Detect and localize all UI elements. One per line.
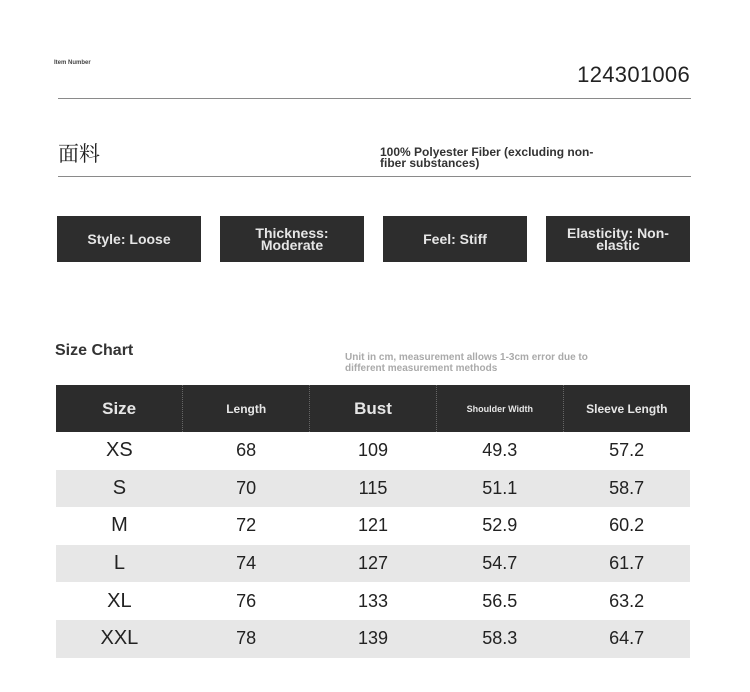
cell-sleeve-length: 64.7 [563,620,690,658]
item-number-label: Item Number [54,60,91,66]
cell-sleeve-length: 63.2 [609,590,645,611]
cell-shoulder-width: 51.1 [436,470,563,508]
cell-length: 76 [236,590,257,611]
attribute-label: Feel: Stiff [423,231,487,247]
table-row [56,432,690,470]
column-header-size: Size [56,385,183,432]
cell-shoulder-width: 49.3 [482,440,518,461]
cell-bust: 133 [357,590,389,611]
table-row [56,582,690,620]
size-chart-note: Unit in cm, measurement allows 1-3cm error due to different measurement methods [345,352,588,374]
cell-sleeve-length: 57.2 [609,440,645,461]
size-chart-table [56,385,690,658]
cell-size: S [56,470,183,508]
cell-size: M [111,514,128,537]
column-header-shoulder-width: Shoulder Width [436,385,563,432]
attribute-style-badge [57,216,201,262]
size-chart-title: Size Chart [55,342,134,359]
table-row [56,620,690,658]
item-number-value: 124301006 [577,62,690,87]
divider [58,176,691,177]
cell-sleeve-length: 58.7 [563,470,690,508]
divider [58,98,691,99]
cell-length: 74 [183,545,310,583]
cell-length: 70 [183,470,310,508]
cell-bust: 139 [310,620,437,658]
fabric-value: 100% Polyester Fiber (excluding non-fiber substances) [380,145,594,170]
table-row [56,470,690,508]
column-header-bust: Bust [310,385,437,432]
cell-length: 68 [236,440,257,461]
table-row [56,507,690,545]
attribute-thickness-badge [220,216,364,262]
column-header-sleeve-length: Sleeve Length [563,385,690,432]
cell-sleeve-length: 60.2 [609,515,645,536]
table-row [56,545,690,583]
cell-bust: 115 [310,470,437,508]
cell-shoulder-width: 58.3 [436,620,563,658]
table-header-row [56,385,690,432]
cell-shoulder-width: 56.5 [482,590,518,611]
fabric-label: 面料 [58,142,100,166]
cell-shoulder-width: 54.7 [436,545,563,583]
column-header-length: Length [183,385,310,432]
attribute-label: Elasticity: Non-elastic [567,225,669,253]
cell-sleeve-length: 61.7 [563,545,690,583]
attribute-label: Style: Loose [87,231,171,247]
cell-bust: 109 [357,440,389,461]
cell-shoulder-width: 52.9 [482,515,518,536]
cell-bust: 121 [357,515,389,536]
attribute-label: Thickness: Moderate [255,225,329,253]
cell-length: 72 [236,515,257,536]
cell-bust: 127 [310,545,437,583]
attribute-elasticity-badge [546,216,690,262]
cell-size: XL [107,589,132,612]
attribute-feel-badge [383,216,527,262]
cell-size: XS [106,439,133,462]
cell-size: XXL [56,620,183,658]
cell-size: L [56,545,183,583]
cell-length: 78 [183,620,310,658]
